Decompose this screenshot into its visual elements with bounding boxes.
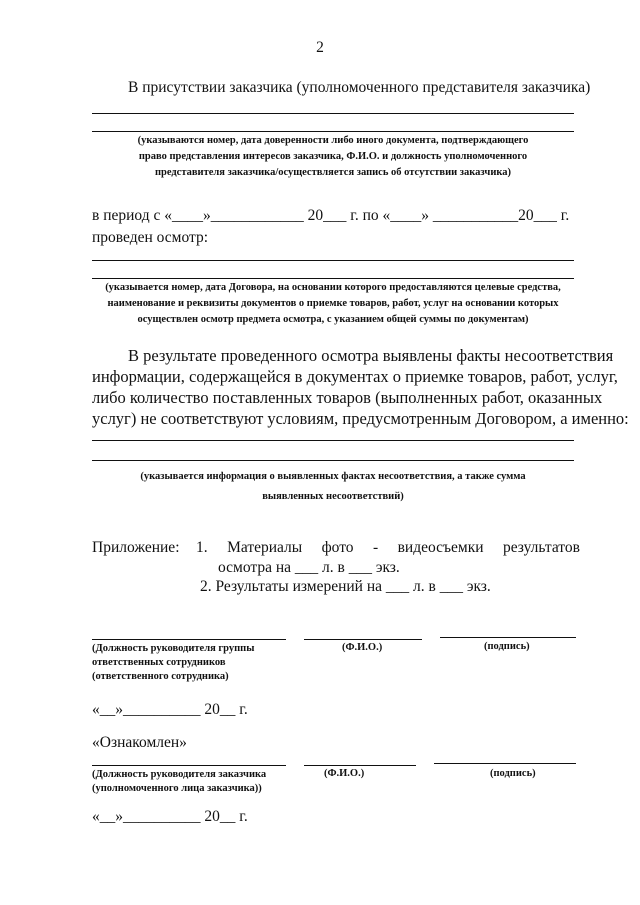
- fio-caption: (Ф.И.О.): [324, 768, 365, 779]
- caption-line: (Должность руководителя заказчика: [92, 769, 267, 780]
- note-line: осуществлен осмотр предмета осмотра, с указанием общей суммы по документам): [137, 314, 529, 325]
- result-paragraph: [92, 345, 629, 429]
- blank-line: [92, 260, 574, 261]
- note-contract: [92, 280, 574, 328]
- attachment-word: 1.: [196, 539, 208, 556]
- paragraph-line: В результате проведенного осмотра выявлены факты несоответствия: [128, 346, 614, 365]
- signature-line: [434, 763, 576, 764]
- note-discrepancies: [92, 467, 574, 507]
- note-line: право представления интересов заказчика, Ф.И.О. и должность уполномоченного: [138, 151, 528, 162]
- presence-line: В присутствии заказчика (уполномоченного представителя заказчика): [128, 79, 591, 96]
- attachment-word: фото: [321, 539, 354, 556]
- position-line: [92, 765, 286, 766]
- paragraph-line: информации, содержащейся в документах о приемке товаров, работ, услуг,: [92, 367, 618, 386]
- fio-caption: (Ф.И.О.): [342, 642, 383, 653]
- date-line: «__»__________ 20__ г.: [92, 701, 248, 718]
- paragraph-line: либо количество поставленных товаров (выполненных работ, оказанных: [92, 388, 603, 407]
- note-line: наименование и реквизиты документов о приемке товаров, работ, услуг на основании которых: [107, 298, 559, 309]
- attachment-item-1-cont: осмотра на ___ л. в ___ экз.: [218, 559, 400, 576]
- attachment-word: видеосъемки: [397, 539, 484, 556]
- paragraph-line: услуг) не соответствуют условиям, предусмотренным Договором, а именно:: [92, 409, 629, 428]
- blank-line: [92, 278, 574, 279]
- caption-line: (ответственного сотрудника): [92, 671, 229, 682]
- page-number: 2: [316, 39, 324, 56]
- blank-line: [92, 440, 574, 441]
- note-representative: [92, 133, 574, 181]
- attachment-word: Материалы: [227, 539, 303, 556]
- note-line: (указывается номер, дата Договора, на основании которого предоставляются целевые средства,: [105, 282, 561, 293]
- attachment-word: -: [372, 539, 379, 556]
- fio-line: [304, 639, 422, 640]
- blank-line: [92, 113, 574, 114]
- signature-caption: (подпись): [484, 641, 530, 652]
- blank-line: [92, 460, 574, 461]
- acknowledged-label: «Ознакомлен»: [92, 734, 187, 751]
- inspection-label: проведен осмотр:: [92, 229, 209, 246]
- date-line: «__»__________ 20__ г.: [92, 808, 248, 825]
- signature-caption: (подпись): [490, 768, 536, 779]
- attachment-item-2: 2. Результаты измерений на ___ л. в ___ экз.: [200, 578, 491, 595]
- blank-line: [92, 131, 574, 132]
- attachment-label: Приложение:: [92, 539, 180, 556]
- position-line: [92, 639, 286, 640]
- note-line: (указываются номер, дата доверенности либо иного документа, подтверждающего: [137, 135, 529, 146]
- position-caption: [92, 642, 254, 684]
- attachment-word: результатов: [502, 539, 580, 556]
- note-line: (указывается информация о выявленных фактах несоответствия, а также сумма: [140, 471, 526, 482]
- caption-line: (уполномоченного лица заказчика)): [92, 783, 262, 794]
- fio-line: [304, 765, 416, 766]
- attachment-item-1: [196, 538, 580, 558]
- signature-line: [440, 637, 576, 638]
- period-line: в период с «____»____________ 20___ г. по «____» ___________20___ г.: [92, 207, 570, 224]
- caption-line: (Должность руководителя группы: [92, 643, 255, 654]
- caption-line: ответственных сотрудников: [92, 657, 226, 668]
- position-caption: [92, 768, 266, 796]
- note-line: выявленных несоответствий): [262, 491, 404, 502]
- note-line: представителя заказчика/осуществляется запись об отсутствии заказчика): [154, 167, 512, 178]
